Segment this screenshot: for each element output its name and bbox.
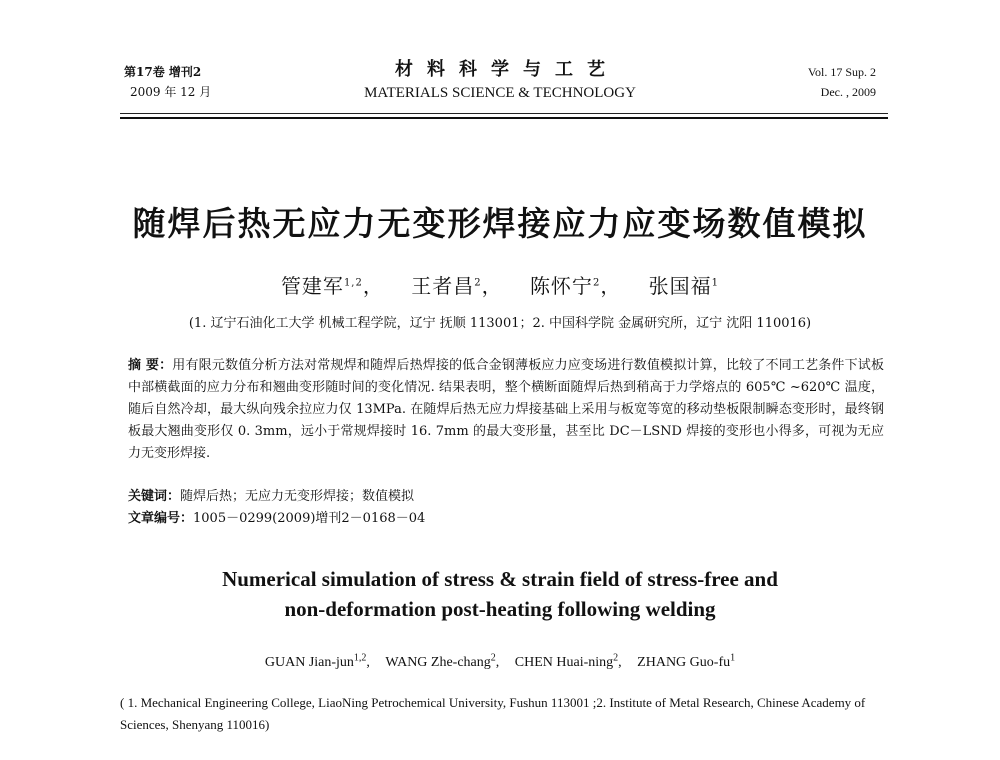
date-cn: 2009 年 12 月	[130, 85, 212, 99]
keywords-text: 随焊后热；无应力无变形焊接；数值模拟	[180, 489, 415, 504]
authors-en	[0, 652, 1000, 671]
paper-title-en	[0, 564, 1000, 624]
article-number-label: 文章编号：	[128, 511, 194, 526]
author-cn: 王者昌$^2$，	[411, 274, 503, 298]
abstract-text: 用有限元数值分析方法对常规焊和随焊后热焊接的低合金钢薄板应力应变场进行数值模拟计算，比较了不同工艺条件下试板中部横截面的应力分布和翘曲变形随时间的变化情况. 结果表明，整个横断面随焊后热到稍高于力学熔点的 605℃ ~620℃ 温度，随后自然冷却，最大纵向残余拉应力仅 13MPa. 在随焊后热无应力焊接基础上采用与板宽等宽的移动垫板限制瞬态变形时，最终钢板最大翘曲变形仅 0. 3mm，远小于常规焊接时 16. 7mm 的最大变形量，甚至比 DC－LSND 焊接的变形也小得多，可视为无应力无变形焊接.	[128, 358, 884, 461]
date-en: Dec. , 2009	[820, 85, 876, 99]
article-number	[128, 508, 425, 530]
journal-name-cn: 材料科学与工艺	[395, 59, 619, 80]
author-cn: 管建军$^{1,2}$，	[280, 274, 384, 298]
paper-title-en-line2: non-deformation post-heating following welding	[284, 597, 716, 621]
header-rule-thick	[120, 117, 888, 119]
header-center	[300, 58, 700, 104]
author-en: ZHANG Guo-$fu^1$	[637, 652, 736, 670]
paper-title-en-line1: Numerical simulation of stress & strain field of stress-free and	[222, 567, 778, 591]
journal-name-en: MATERIALS SCIENCE & TECHNOLOGY	[364, 85, 636, 101]
header-rule-thin	[120, 113, 888, 114]
paper-title-cn: 随焊后热无应力无变形焊接应力应变场数值模拟	[132, 204, 868, 243]
affiliation-cn: (1. 辽宁石油化工大学 机械工程学院，辽宁 抚顺 113001；2. 中国科学院 金属研究所，辽宁 沈阳 110016)	[188, 316, 812, 331]
authors-cn	[0, 270, 1000, 299]
article-number-text: 1005－0299(2009)增刊2－0168－04	[193, 511, 426, 526]
abstract-label: 摘 要：	[128, 358, 173, 373]
volume-en: Vol. 17 Sup. 2	[807, 65, 876, 79]
author-en: WANG Zhe-chang$^2$,	[385, 652, 500, 670]
abstract-cn	[128, 355, 884, 465]
author-cn: 陈怀宁$^2$，	[529, 274, 622, 298]
volume-cn: 第17卷 增刊2	[124, 65, 202, 79]
affiliation-en: ( 1. Mechanical Engineering College, LiaoNing Petrochemical University, Fushun 113001 ;2. Institute of Metal Research, Chinese Academy of Sciences, Shenyang 110016)	[120, 695, 866, 732]
keywords-label: 关键词：	[128, 489, 181, 504]
author-en: GUAN Jian-jun$^{1,2}$,	[264, 652, 370, 670]
author-cn: 张国福$^1$	[648, 274, 720, 298]
author-en: CHEN Huai-ning$^2$,	[514, 652, 622, 670]
keywords-cn	[128, 486, 414, 508]
header-left	[124, 62, 211, 102]
header-right	[808, 62, 876, 102]
